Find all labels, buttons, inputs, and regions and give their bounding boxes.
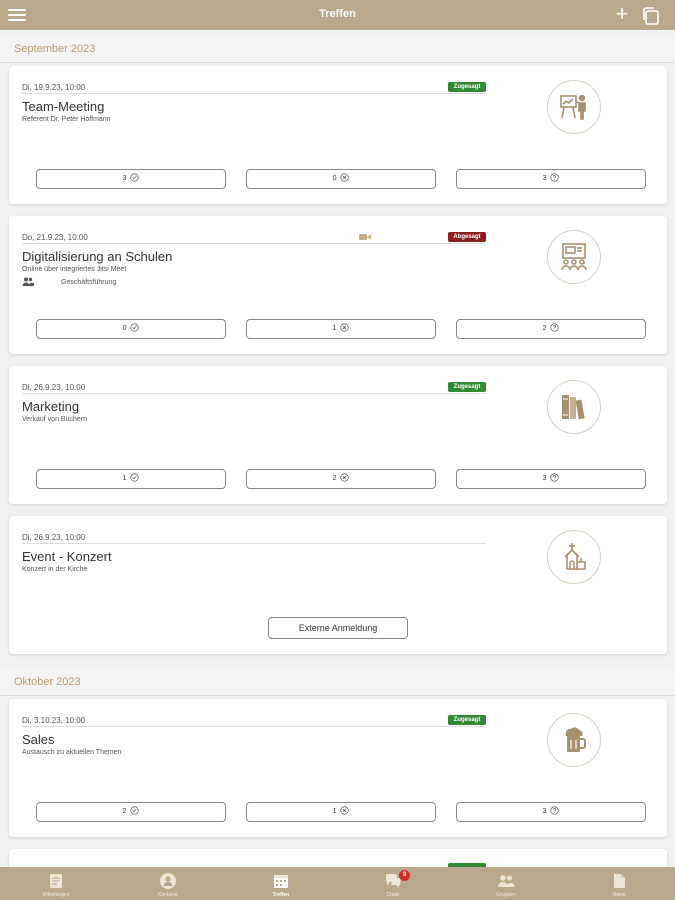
event-subtitle: Austausch zu aktuellen Themen (22, 749, 122, 756)
event-card[interactable] (9, 699, 667, 837)
calendar-icon (272, 872, 290, 890)
event-subtitle: Verkauf von Büchern (22, 416, 87, 423)
declined-count-button[interactable]: 0 (246, 169, 436, 189)
event-title: Sales (22, 732, 55, 747)
accepted-count-button[interactable]: 3 (36, 169, 226, 189)
group-icon (497, 872, 515, 890)
question-circle-icon (550, 473, 559, 482)
event-subtitle: Referent Dr. Peter Hoffmann (22, 116, 111, 123)
divider (22, 93, 486, 94)
divider (22, 393, 486, 394)
pending-count-button[interactable]: 2 (456, 319, 646, 339)
tab-mitteilungen[interactable] (0, 867, 112, 900)
event-group: Geschäftsführung (61, 279, 117, 286)
accepted-count-button[interactable]: 0 (36, 319, 226, 339)
declined-count-button[interactable]: 1 (246, 802, 436, 822)
add-icon[interactable]: + (615, 1, 629, 26)
divider (22, 543, 486, 544)
tab-label: Meine (612, 892, 626, 898)
document-icon (610, 872, 628, 890)
page-title: Treffen (319, 8, 356, 20)
event-date: Di, 26.9.23, 10:00 (22, 383, 86, 392)
pending-count-button[interactable]: 3 (456, 169, 646, 189)
accepted-count-button[interactable]: 2 (36, 802, 226, 822)
question-circle-icon (550, 323, 559, 332)
tab-label: Treffen (272, 892, 290, 898)
check-circle-icon (130, 323, 139, 332)
event-subtitle: Online über integriertes Jitsi Meet (22, 266, 127, 273)
status-badge: Zugesagt (448, 82, 486, 92)
event-title: Marketing (22, 399, 80, 414)
status-badge: Zugesagt (448, 715, 486, 725)
tab-chats[interactable] (337, 867, 449, 900)
question-circle-icon (550, 173, 559, 182)
event-subtitle: Konzert in der Kirche (22, 566, 88, 573)
books-icon (547, 380, 601, 434)
news-icon (47, 872, 65, 890)
church-icon (547, 530, 601, 584)
event-date: Di, 26.9.23, 10:00 (22, 533, 86, 542)
divider (22, 243, 486, 244)
x-circle-icon (340, 473, 349, 482)
question-circle-icon (550, 806, 559, 815)
check-circle-icon (130, 806, 139, 815)
check-circle-icon (130, 173, 139, 182)
x-circle-icon (340, 323, 349, 332)
accepted-count-button[interactable]: 1 (36, 469, 226, 489)
event-date: Di, 19.9.23, 10:00 (22, 83, 86, 92)
x-circle-icon (340, 173, 349, 182)
declined-count-button[interactable]: 2 (246, 469, 436, 489)
divider (22, 726, 486, 727)
status-badge: Abgesagt (448, 232, 486, 242)
video-icon (359, 233, 371, 241)
unread-badge: 8 (399, 870, 410, 881)
beer-icon (547, 713, 601, 767)
top-bar (0, 0, 675, 30)
presentation-icon (547, 80, 601, 134)
tab-gruppen[interactable] (450, 867, 562, 900)
event-card[interactable] (9, 66, 667, 204)
event-title: Digitalisierung an Schulen (22, 249, 173, 264)
check-circle-icon (130, 473, 139, 482)
tab-treffen[interactable] (225, 867, 337, 900)
classroom-icon (547, 230, 601, 284)
event-title: Event - Konzert (22, 549, 112, 564)
bottom-tab-bar (0, 867, 675, 900)
section-header-september: September 2023 (0, 35, 675, 63)
event-title: Team-Meeting (22, 99, 105, 114)
external-registration-button[interactable]: Externe Anmeldung (268, 617, 408, 639)
tab-label: Mitteilungen (42, 892, 70, 898)
x-circle-icon (340, 806, 349, 815)
tab-label: Chats (386, 892, 400, 898)
tab-meine[interactable] (563, 867, 675, 900)
pending-count-button[interactable]: 3 (456, 469, 646, 489)
section-header-october: Oktober 2023 (0, 668, 675, 696)
pending-count-button[interactable]: 3 (456, 802, 646, 822)
declined-count-button[interactable]: 1 (246, 319, 436, 339)
event-card[interactable] (9, 216, 667, 354)
tab-kontakte[interactable] (112, 867, 224, 900)
contact-icon (159, 872, 177, 890)
tab-label: Gruppen (496, 892, 516, 898)
status-badge: Zugesagt (448, 382, 486, 392)
event-card[interactable] (9, 366, 667, 504)
tab-label: Kontakte (158, 892, 178, 898)
group-icon (22, 277, 34, 286)
event-date: Do, 21.9.23, 10:00 (22, 233, 88, 242)
event-card[interactable] (9, 516, 667, 654)
event-date: Di, 3.10.23, 10:00 (22, 716, 86, 725)
copy-icon[interactable] (640, 5, 662, 27)
